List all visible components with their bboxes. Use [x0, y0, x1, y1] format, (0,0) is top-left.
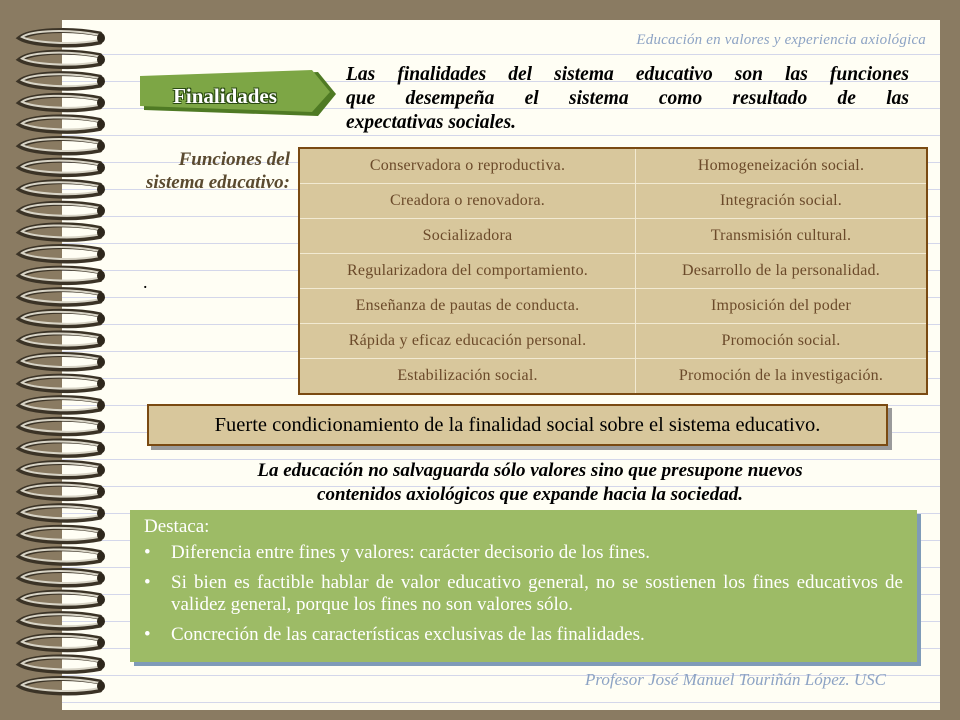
table-cell: Rápida y eficaz educación personal.	[299, 324, 636, 359]
table-cell: Socializadora	[299, 219, 636, 254]
bullet-icon: •	[144, 542, 151, 563]
slide-footer: Profesor José Manuel Touriñán López. USC	[585, 670, 886, 689]
list-item-text: Diferencia entre fines y valores: carácter decisorio de los fines.	[171, 542, 650, 563]
list-item	[144, 624, 903, 646]
table-cell: Transmisión cultural.	[636, 219, 928, 254]
functions-label-line: Funciones del	[178, 149, 290, 170]
table-cell: Estabilización social.	[299, 359, 636, 395]
table-cell: Homogeneización social.	[636, 148, 928, 184]
statement-line: La educación no salvaguarda sólo valores sino que presupone nuevos	[257, 460, 803, 481]
table-cell: Conservadora o reproductiva.	[299, 148, 636, 184]
slide-header: Educación en valores y experiencia axiológica	[636, 32, 926, 48]
finalidades-tag-label: Finalidades	[173, 84, 277, 108]
destaca-title: Destaca:	[144, 516, 210, 537]
list-item-text: Concreción de las características exclusivas de las finalidades.	[171, 624, 645, 645]
destaca-box	[130, 510, 917, 662]
table-row	[299, 219, 927, 254]
functions-label-line: sistema educativo:	[145, 172, 290, 193]
stray-dot: .	[143, 272, 148, 292]
table-row	[299, 324, 927, 359]
table-row	[299, 359, 927, 395]
intro-line: Las finalidades del sistema educativo son las funciones	[346, 64, 909, 85]
intro-line: expectativas sociales.	[346, 112, 517, 133]
list-item-text: Si bien es factible hablar de valor educativo general, no se sostienen los fines educativos de validez general, porque los fines no son valores sólo.	[171, 572, 903, 615]
table-cell: Desarrollo de la personalidad.	[636, 254, 928, 289]
table-row	[299, 254, 927, 289]
intro-line: que desempeña el sistema como resultado de las	[346, 88, 909, 109]
table-cell: Promoción de la investigación.	[636, 359, 928, 395]
intro-paragraph	[346, 63, 909, 135]
table-cell: Imposición del poder	[636, 289, 928, 324]
table-cell: Promoción social.	[636, 324, 928, 359]
table-row	[299, 289, 927, 324]
table-row	[299, 148, 927, 184]
table-cell: Creadora o renovadora.	[299, 184, 636, 219]
statement-line: contenidos axiológicos que expande hacia la sociedad.	[317, 484, 743, 505]
destaca-list	[144, 542, 903, 646]
axiological-statement	[130, 459, 930, 507]
list-item	[144, 572, 903, 616]
bullet-icon: •	[144, 572, 151, 593]
table-cell: Regularizadora del comportamiento.	[299, 254, 636, 289]
table-cell: Enseñanza de pautas de conducta.	[299, 289, 636, 324]
conditioning-banner: Fuerte condicionamiento de la finalidad social sobre el sistema educativo.	[147, 404, 888, 446]
functions-label	[100, 148, 290, 194]
table-cell: Integración social.	[636, 184, 928, 219]
functions-table	[298, 147, 928, 395]
spiral-binding-icon	[0, 0, 130, 720]
table-row	[299, 184, 927, 219]
list-item	[144, 542, 903, 564]
bullet-icon: •	[144, 624, 151, 645]
